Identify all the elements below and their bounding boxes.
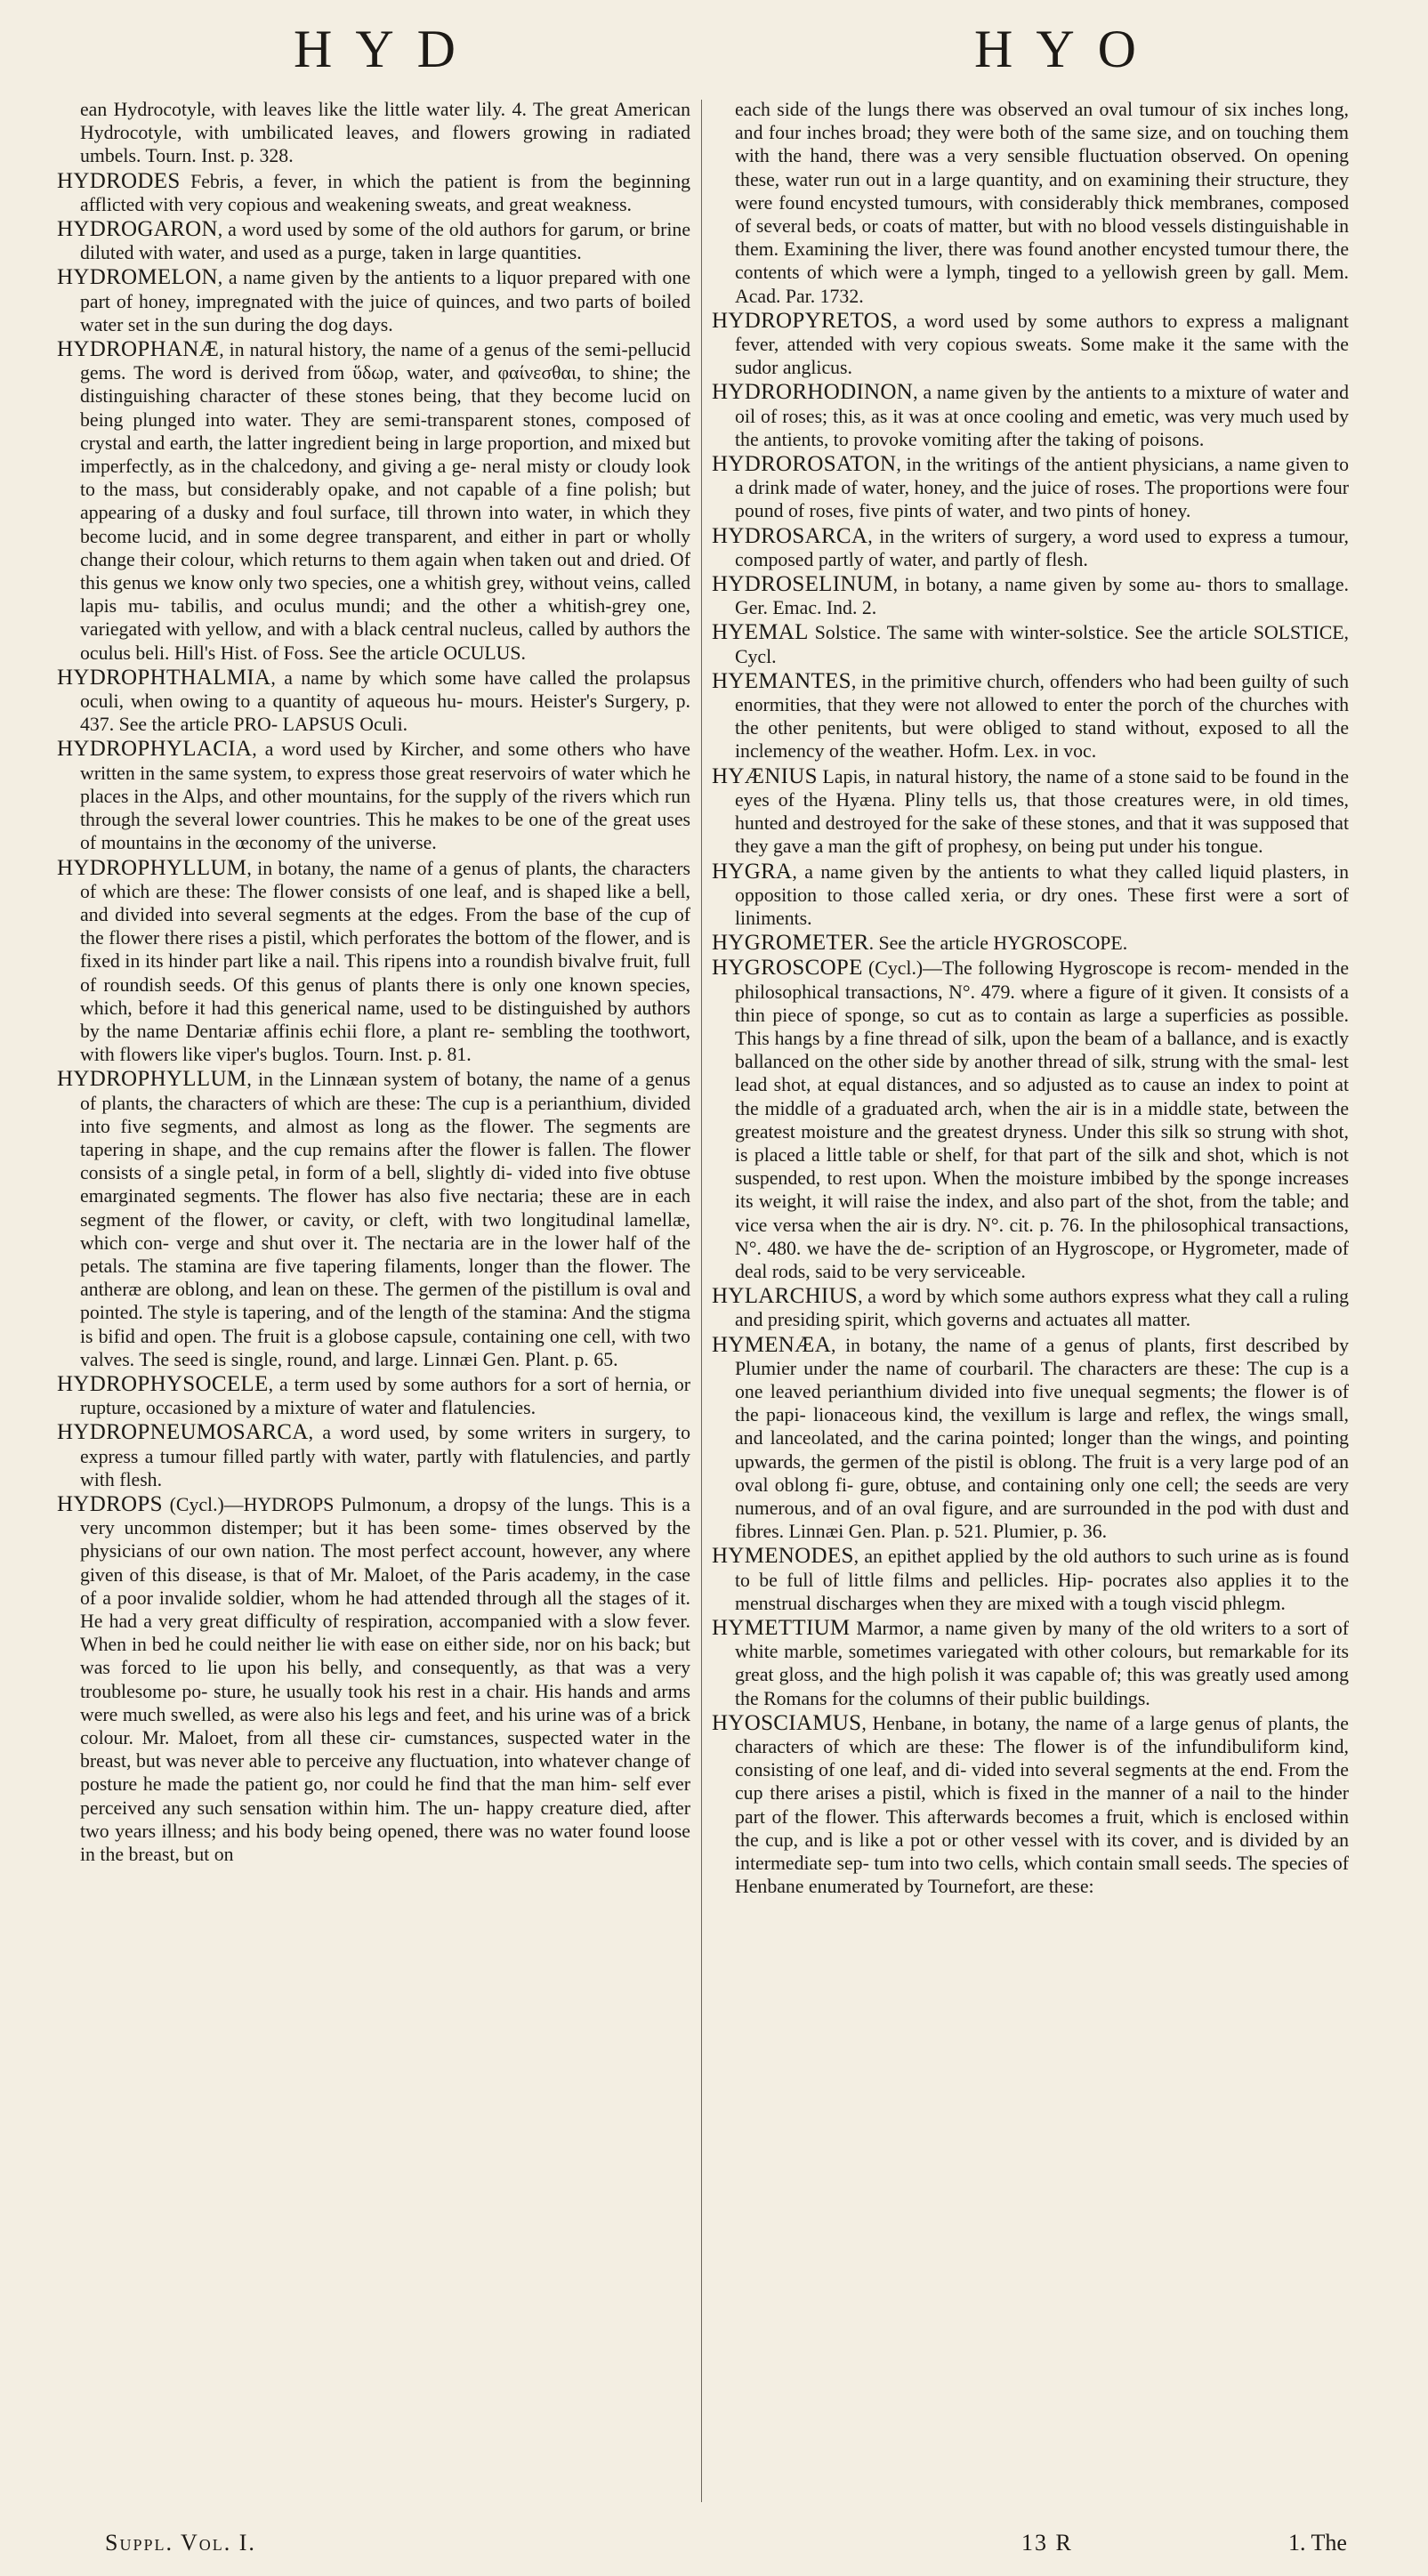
text-line: make it the same with the sudor anglicus.	[735, 334, 1349, 379]
text-line: The germen of the pistillum is oval and pointed. The style	[80, 1279, 690, 1324]
text-line: when taken out and dried. Of this genus we know only two	[80, 548, 690, 594]
text-line: provoke vomiting after the taking of poisons.	[853, 428, 1205, 450]
text-line: index, and also part of the shot, from the table; and vice	[735, 1191, 1349, 1236]
text-line: , a name given by the antients to a	[913, 382, 1186, 404]
continued-text	[57, 98, 690, 168]
text-line: others who have written in the same system, to express those	[80, 739, 690, 784]
text-line: cooling and emetic, was very much used by the antients, to	[735, 405, 1349, 450]
text-line: It consists of a thin piece of sponge, so cut as to contain as	[735, 981, 1349, 1026]
text-line: partly with flatulencies, and partly with flesh.	[80, 1445, 690, 1490]
entry-headword: HYDROPHYLLUM	[57, 1067, 247, 1092]
text-line: , in botany, the name of a genus of	[246, 857, 526, 879]
text-line: mours. Heister's Surgery, p. 437. See the article PRO-	[80, 690, 690, 736]
text-line: in surgery, to express a tumour filled partly with water,	[80, 1422, 690, 1467]
text-line: he made the patient go, nor could he find that the man him-	[142, 1773, 624, 1796]
dictionary-entry	[712, 670, 1349, 763]
entry-headword: HYDROPHYLACIA	[57, 737, 253, 762]
text-line: roundish bivalve fruit, full of roundish seeds.	[80, 950, 690, 996]
text-line: a man the gift of prophesy, on being put under his tongue.	[814, 836, 1263, 858]
text-line: and not capable of a fine polish; but appearing of a dusky and	[80, 479, 690, 524]
entry-headword: HYEMAL	[712, 620, 809, 645]
text-line: garum, or brine diluted with water, and used as a purge,	[80, 219, 690, 264]
text-line: several lower countries. This he makes to be one of the great	[174, 809, 658, 831]
text-line: happy creature died, after two years illness; and his body being	[80, 1797, 690, 1842]
text-line: with a slow fever. When in bed he could neither lie with ease	[80, 1611, 690, 1656]
dictionary-entry	[712, 453, 1349, 523]
text-line: actuates all matter.	[1045, 1309, 1191, 1331]
text-line: and is fixed in its hinder part like a nail. This ripens into a	[80, 927, 690, 973]
dictionary-entry	[57, 218, 690, 264]
text-line: species, one a whitish grey, without veins, called lapis mu-	[80, 572, 690, 618]
text-line: , in the writings of the antient physicians,	[896, 454, 1225, 476]
text-line: one, variegated with yellow, and with a black central nucleus,	[80, 595, 690, 641]
text-line: , Henbane, in botany, the name of a large	[861, 1712, 1195, 1734]
text-line: membranes, composed of several beds, or coats of matter,	[735, 191, 1349, 238]
text-line: self ever perceived any such sensation within him. The un-	[80, 1773, 690, 1819]
text-line: , in the writers of surgery, a word used to	[867, 525, 1209, 547]
text-line: authors by the name Dentariæ affinis echii flore, a plant re-	[80, 997, 690, 1042]
text-line: six inches long, and four inches broad; they were both of the	[735, 99, 1349, 144]
entry-headword: HYMENÆA	[712, 1332, 832, 1357]
text-line: other colours, but remarkable for its great gloss, and the	[735, 1641, 1349, 1686]
text-line: mended in the philosophical transactions, N°. 479. where a	[735, 957, 1349, 1003]
left-column	[57, 98, 690, 2500]
text-line: also five nectaria; these are in each segment of the flower, or	[80, 1185, 690, 1231]
text-line: is bifid and open. The fruit is a globose capsule, containing	[80, 1325, 550, 1347]
text-line: it. He had a very great difficulty of respiration, accompanied	[80, 1587, 690, 1632]
text-line: the article OCULUS.	[361, 642, 526, 664]
text-line: there rises a pistil, which perforates the bottom of the flower,	[164, 927, 645, 949]
text-line: , a word used by Kircher, and some	[252, 739, 557, 761]
text-line: express a tumour, composed partly of water, and partly of flesh.	[735, 525, 1349, 570]
text-line: the sake of these stones, and that it was supposed that they gave	[735, 812, 1349, 858]
text-line: very sensible fluctuation observed. On opening these, water	[735, 145, 1349, 190]
text-line: said to be very serviceable.	[815, 1260, 1026, 1282]
text-line: (Cycl.)—HYDROPS Pulmonum, a dropsy of the lungs.	[162, 1493, 621, 1515]
text-line: tum into two cells, which contain small seeds.	[874, 1853, 1237, 1875]
text-line: contents of which were a lymph, tinged to a yellowish green	[735, 262, 1236, 284]
dictionary-entry	[712, 310, 1349, 380]
text-line: to be found in the eyes of the Hyæna. Pliny tells us, that	[735, 765, 1349, 811]
text-line: Marmor, a name given by many of the old	[850, 1618, 1201, 1639]
dictionary-entry	[712, 1334, 1349, 1544]
dictionary-entry	[57, 170, 690, 216]
running-head-left: HYD	[294, 20, 479, 78]
text-line: times observed by the physicians of our own nation. The most	[80, 1517, 690, 1563]
text-line: almost as long as the flower. The segments are tapering in	[80, 1115, 690, 1160]
text-line: , a name given by the antients to what they called	[792, 860, 1210, 883]
text-line: imbibed by the sponge increases its weight, it will raise the	[735, 1167, 1349, 1213]
text-line: stones being, that they become lucid on being plunged into water.	[80, 385, 690, 431]
text-line: lucid, and in some degree transparent, and either in part or	[148, 525, 637, 547]
text-line: vided into five obtuse emarginated segments. The flower has	[80, 1162, 690, 1207]
entry-headword: HYDRORHODINON	[712, 380, 914, 405]
dictionary-entry	[57, 338, 690, 665]
right-column	[712, 98, 1349, 2500]
text-line: of water, and two pints of honey.	[936, 500, 1191, 522]
text-line: the semi-pellucid gems. The word is derived from ὕδωρ, water,	[80, 339, 690, 384]
text-line: lionaceous kind, the vexillum is large and reflex, the wings	[813, 1404, 1303, 1426]
text-line: name of a genus of plants, the characters of which are these:	[80, 1069, 690, 1114]
text-line: , in natural history, the name of a genus of	[219, 339, 556, 361]
text-line: oblong. The fruit is a very large pod of an oval oblong fi-	[735, 1450, 1349, 1496]
text-line: , a name by which some have called	[270, 666, 585, 689]
text-line: wholly change their colour, which returns to them again	[80, 525, 690, 570]
text-line: a name given to a drink made of water, honey, and the juice	[735, 454, 1349, 499]
text-line: the Romans for the columns of their public buildings.	[735, 1687, 1150, 1709]
continued-text	[712, 98, 1349, 308]
text-line: described by Plumier under the name of courbaril. The	[735, 1334, 1349, 1379]
text-line: urine as is found to be full of little films and pellicles. Hip-	[735, 1546, 1349, 1591]
text-line: they were found encysted tumours, with considerably thick	[735, 168, 1349, 214]
entry-headword: HYDROPHANÆ	[57, 337, 220, 362]
text-line: versa when the air is dry. N°. cit. p. 76.	[772, 1214, 1090, 1236]
text-line: Of this genus of plants there is only one known species, which,	[80, 973, 690, 1019]
text-line: tabilis, and oculus mundi; and the other a whitish-grey	[170, 595, 658, 618]
text-line: characters are these: The cup is a one leaved perianthium	[735, 1357, 1349, 1402]
text-line: greatest dryness. Under this silk so strung with shot, is	[735, 1120, 1349, 1166]
text-line: but with no blood vessels distinguishable in them. Examining	[735, 215, 1349, 261]
text-line: perfect account, however, any where given of this disease, is	[80, 1540, 690, 1586]
text-line: hinder part of the flower. This afterwards becomes a fruit,	[735, 1782, 1349, 1828]
dictionary-entry	[712, 573, 1349, 619]
text-line: urine was of a brick colour. Mr. Maloet, from all these cir-	[80, 1703, 690, 1749]
text-line: the prolapsus oculi, when owing to a quantity of aqueous hu-	[80, 666, 690, 713]
entry-headword: HYGRA	[712, 859, 793, 884]
text-line: mountains, for the supply of the rivers which run through the	[80, 785, 690, 831]
text-line: the other side by another thread of silk, strung with the smal-	[839, 1051, 1322, 1073]
entry-headword: HYOSCIAMUS	[712, 1710, 862, 1735]
text-line: and φαίνεσθαι, to shine; the distinguishing character of these	[80, 362, 690, 408]
text-line: are mixed with a tough viscid phlegm.	[988, 1592, 1286, 1614]
text-line: the dog days.	[290, 313, 393, 335]
text-line: in the pod with dust and fibres. Linnæi Gen. Plan. p. 521.	[735, 1497, 1349, 1543]
text-line: is of the infundibuliform kind, consisting of one leaf, and di-	[735, 1736, 1349, 1781]
text-line: which is enclosed within the cup, and is like a pot or other	[735, 1805, 1349, 1851]
text-line: the liver, there was found another encysted tumour there, the	[874, 238, 1349, 261]
entry-headword: HYDROGARON	[57, 217, 218, 242]
text-line: taken in large quantities.	[391, 242, 582, 264]
text-line: The great American Hydrocotyle, with umbilicated leaves, and	[80, 99, 690, 144]
text-line: Tourn. Inst. p. 81.	[333, 1044, 472, 1066]
text-line: been guilty of such enormities, that they were not allowed to	[735, 670, 1349, 716]
entry-headword: HYEMANTES	[712, 668, 851, 693]
text-line: They are semi-transparent stones, composed of crystal and	[80, 408, 690, 454]
text-line: sembling the toothwort, with flowers like viper's buglos.	[80, 1020, 690, 1066]
entry-headword: HYÆNIUS	[712, 763, 818, 788]
text-line: silk, upon the beam of a ballance, and is exactly ballanced on	[735, 1027, 1349, 1073]
text-line: arises a pistil, which is fixed in the manner of a nail to the	[815, 1782, 1300, 1805]
text-line: of one leaf, and is shaped like a bell, and divided into several	[80, 880, 690, 925]
dictionary-entry	[712, 1712, 1349, 1899]
text-line: is tapering, and of the length of the stamina: And the stigma	[224, 1302, 690, 1324]
entry-headword: HYDRODES	[57, 168, 181, 193]
text-line: large. Linnæi Gen. Plant. p. 65.	[375, 1348, 618, 1370]
text-line: sort of hernia, or rupture, occasioned by a mixture of water	[80, 1373, 690, 1419]
dictionary-entry	[57, 266, 690, 336]
text-line: segments at the edges. From the base of the cup of the flower	[80, 903, 690, 949]
text-line: In the philosophical transactions, N°. 480. we have the de-	[735, 1214, 1349, 1259]
text-line: divided into five unequal segments; the flower is of the papi-	[735, 1380, 1349, 1426]
footer-volume: Suppl. Vol. I.	[105, 2530, 256, 2556]
text-line: one cell, with two valves. The seed is single, round, and	[80, 1325, 690, 1370]
text-line: article SOLSTICE, Cycl.	[735, 622, 1349, 667]
text-line: Solstice. The same with winter-solstice. See the	[808, 622, 1199, 644]
entry-headword: HYDROPS	[57, 1491, 163, 1516]
dictionary-entry	[712, 621, 1349, 667]
entry-headword: HYDROSELINUM	[712, 572, 893, 597]
text-line: Plumier, p. 36.	[993, 1521, 1108, 1543]
text-line: thors to smallage. Ger. Emac. Ind. 2.	[735, 574, 1349, 619]
text-line: of the weather. Hofm. Lex. in voc.	[828, 740, 1097, 763]
dictionary-entry	[57, 1421, 690, 1491]
text-line: prepared with one part of honey, impregnated with the juice	[80, 267, 690, 312]
text-line: cavity, or cleft, with two longitudinal lamellæ, which con-	[80, 1208, 690, 1254]
text-line: placed a little table or shelf, for that part of the silk and shot,	[754, 1143, 1251, 1166]
text-line: Febris, a fever, in which the patient is from the	[180, 170, 613, 192]
text-line: liquid plasters, in opposition to those called xeria, or dry	[735, 860, 1349, 906]
text-line: by gall. Mem. Acad. Par. 1732.	[735, 262, 1349, 307]
footer-catchword: 1. The	[1288, 2530, 1347, 2556]
text-line: cumstances, suspected water in the breast, but was never able	[80, 1727, 690, 1773]
text-line: belly, and consequently, as that was a very troublesome po-	[80, 1657, 690, 1702]
dictionary-entry	[712, 1545, 1349, 1615]
dictionary-entry	[57, 1068, 690, 1371]
text-line: the flower. The antheræ are oblong, and lean on these.	[80, 1255, 690, 1301]
text-line: foul surface, till thrown into water, in which they become	[80, 502, 690, 547]
entry-headword: HYMETTIUM	[712, 1616, 851, 1640]
dictionary-entry	[57, 1373, 690, 1419]
column-rule	[701, 100, 702, 2502]
text-line: each side of the lungs there was observed an oval tumour of	[735, 99, 1225, 120]
text-line: ean Hydrocotyle, with leaves like the little water lily. 4.	[80, 99, 533, 120]
text-line: ones. These first were a sort of liniments.	[735, 884, 1349, 929]
text-line: flowers growing in radiated umbels. Tourn. Inst. p. 328.	[80, 122, 690, 167]
text-line: and great weakness.	[476, 193, 633, 215]
text-line: were obliged to stand without, exposed to all the inclemency	[735, 717, 1349, 763]
text-line: gure, obtuse, and containing only one cell; the seeds are	[859, 1474, 1315, 1496]
text-line: Lapis, in natural history, the name of a stone said	[817, 765, 1211, 787]
entry-headword: HYDROPHYLLUM	[57, 855, 247, 880]
text-line: opened, there was no water found loose in the breast, but on	[80, 1820, 690, 1866]
text-line: lest lead shot, at equal distances, and so adjusted as to cause an	[735, 1051, 1349, 1096]
text-line: , in botany, a name given by some au-	[892, 574, 1208, 596]
text-line: index to point at the middle of a graduated arch, when the	[735, 1074, 1349, 1119]
entry-headword: HYGROMETER	[712, 931, 869, 956]
text-line: before it had this generical name, used to be distinguished by	[138, 997, 633, 1019]
dictionary-entry	[57, 857, 690, 1067]
text-line: run out in a large quantity, and on examining their structure,	[834, 168, 1316, 190]
text-line: writers to a sort of white marble, sometimes variegated with	[735, 1618, 1349, 1663]
text-line: verge and shut over it. The nectaria are in the lower half of the	[176, 1231, 690, 1254]
entry-headword: HYDROMELON	[57, 265, 218, 290]
text-line: invalide soldier, whom he had attended through all the stages of	[158, 1587, 675, 1609]
text-line: earth, the latter ingredient being in large proportion, and	[169, 432, 612, 454]
entry-headword: HYDROPHTHALMIA	[57, 665, 271, 690]
text-line: small, and lanceolated, and the carina pointed; longer than	[735, 1404, 1349, 1450]
text-line: , a term used by some authors for a	[268, 1373, 558, 1395]
text-line: , a word used by some authors to express	[892, 310, 1254, 332]
text-line: vessel with its cover, and is divided by an intermediate sep-	[735, 1829, 1349, 1875]
text-line: mixture of water and oil of roses; this, as it was at once	[735, 382, 1349, 427]
text-line: (Cycl.)—The following Hygroscope is recom-	[862, 957, 1238, 980]
text-line: very numerous, and of an oval figure, and are surrounded	[735, 1474, 1349, 1519]
running-head-right: HYO	[974, 20, 1159, 78]
entry-headword: HYLARCHIUS	[712, 1284, 859, 1309]
entry-headword: HYDROPYRETOS	[712, 308, 893, 333]
text-line: were much swelled, as were also his legs and feet, and his	[80, 1703, 537, 1725]
text-line: that of Mr. Maloet, of the Paris academy, in the case of a poor	[80, 1563, 690, 1609]
text-line: plants, the characters of which are these: The flower consists	[80, 857, 690, 902]
text-line: and flatulencies.	[408, 1397, 537, 1419]
text-line: to perceive any fluctuation, into whatever change of posture	[80, 1750, 690, 1796]
text-line: the wings, and pointing upwards, the germen of the pistil is	[735, 1427, 1349, 1473]
text-line: , a word used, by some writers	[308, 1422, 581, 1444]
text-line: beginning afflicted with very copious and weakening sweats,	[80, 170, 690, 215]
dictionary-entry	[712, 932, 1349, 955]
entry-headword: HYMENODES	[712, 1544, 854, 1569]
dictionary-entry	[712, 381, 1349, 451]
text-line: The species of Henbane enumerated by Tournefort, are these:	[735, 1853, 1349, 1898]
text-line: This is a very uncommon distemper; but it has been some-	[80, 1493, 690, 1539]
text-line: , a word by which some authors express what	[858, 1286, 1218, 1308]
text-line: shape, and the cup remains after the flower is fallen. The	[172, 1138, 641, 1160]
text-line: of roses. The proportions were four pound of roses, five pints	[735, 477, 1349, 522]
dictionary-entry	[57, 1493, 690, 1866]
text-line: , an epithet applied by the old authors to such	[853, 1546, 1218, 1568]
text-line: large a superficies as possible. This hangs by a fine thread of	[735, 1004, 1349, 1049]
dictionary-entry	[712, 957, 1349, 1283]
text-line: , a word used by some of the old authors for	[217, 219, 570, 241]
text-line: which is not suspended, to rest upon. When the moisture	[735, 1143, 1349, 1190]
dictionary-entry	[57, 738, 690, 854]
dictionary-entry	[712, 525, 1349, 571]
text-line: mixed but imperfectly, as in the chalcedony, and giving a ge-	[80, 432, 690, 478]
text-line: petals. The stamina are five tapering filaments, longer than	[80, 1255, 568, 1277]
footer-signature: 13 R	[1021, 2530, 1073, 2556]
text-line: pocrates also applies it to the menstrual discharges when they	[735, 1569, 1349, 1614]
text-line: of quinces, and two parts of boiled water set in the sun during	[80, 290, 690, 335]
text-line: high polish it was capable of; this was greatly used among	[891, 1664, 1349, 1686]
text-line: . See the article HYGROSCOPE.	[868, 933, 1128, 955]
text-line: sture, he usually took his rest in a chair. His hands and arms	[214, 1680, 690, 1702]
text-line: LAPSUS Oculi.	[282, 714, 408, 736]
text-line: , in botany, the name of a genus of plants, first	[831, 1334, 1246, 1356]
text-line: they call a ruling and presiding spirit, which governs and	[735, 1286, 1349, 1331]
entry-headword: HYDROPHYSOCELE	[57, 1371, 269, 1396]
dictionary-entry	[712, 1617, 1349, 1710]
text-line: scription of an Hygroscope, or Hygrometer, made of deal rods,	[735, 1237, 1349, 1282]
text-line: neral misty or cloudy look to the mass, but considerably opake,	[80, 456, 690, 501]
text-line: , in the Linnæan system of botany, the	[246, 1069, 560, 1091]
text-line: those creatures were, in old times, hunted and destroyed for	[735, 788, 1349, 835]
text-line: figure of it given.	[1088, 981, 1234, 1003]
text-line: vided into several segments at the end. From the cup there	[735, 1759, 1349, 1805]
text-line: flower consists of a single petal, in form of a bell, slightly di-	[80, 1138, 690, 1184]
text-line: uses of mountains in the œconomy of the universe.	[80, 809, 690, 854]
text-line: great reservoirs of water which he places in the Alps, and other	[80, 762, 690, 807]
text-line: called by authors the oculus beli. Hill's Hist. of Foss. See	[80, 618, 690, 664]
text-line: same size, and on touching them with the hand, there was a	[735, 122, 1349, 167]
text-line: , a name given by the antients to a liquor	[217, 267, 549, 289]
text-line: The cup is a perianthium, divided into five segments, and	[80, 1092, 690, 1137]
text-line: a malignant fever, attended with very copious sweats. Some	[735, 310, 1349, 356]
entry-headword: HYDROPNEUMOSARCA	[57, 1420, 309, 1445]
dictionary-entry	[712, 765, 1349, 859]
text-line: , in the primitive church, offenders who had	[851, 670, 1200, 692]
dictionary-entry	[57, 666, 690, 737]
text-line: on either side, nor on his back; but was forced to lie upon his	[80, 1634, 690, 1679]
entry-headword: HYDROROSATON	[712, 452, 897, 477]
text-line: enter the porch of the churches with the other penitents, but	[735, 694, 1349, 739]
dictionary-entry	[712, 860, 1349, 931]
entry-headword: HYDROSARCA	[712, 523, 868, 548]
entry-headword: HYGROSCOPE	[712, 956, 863, 981]
text-line: air is in a middle state, between the greatest moisture and the	[735, 1097, 1349, 1143]
text-line: genus of plants, the characters of which are these: The flower	[735, 1712, 1349, 1758]
dictionary-entry	[712, 1285, 1349, 1331]
